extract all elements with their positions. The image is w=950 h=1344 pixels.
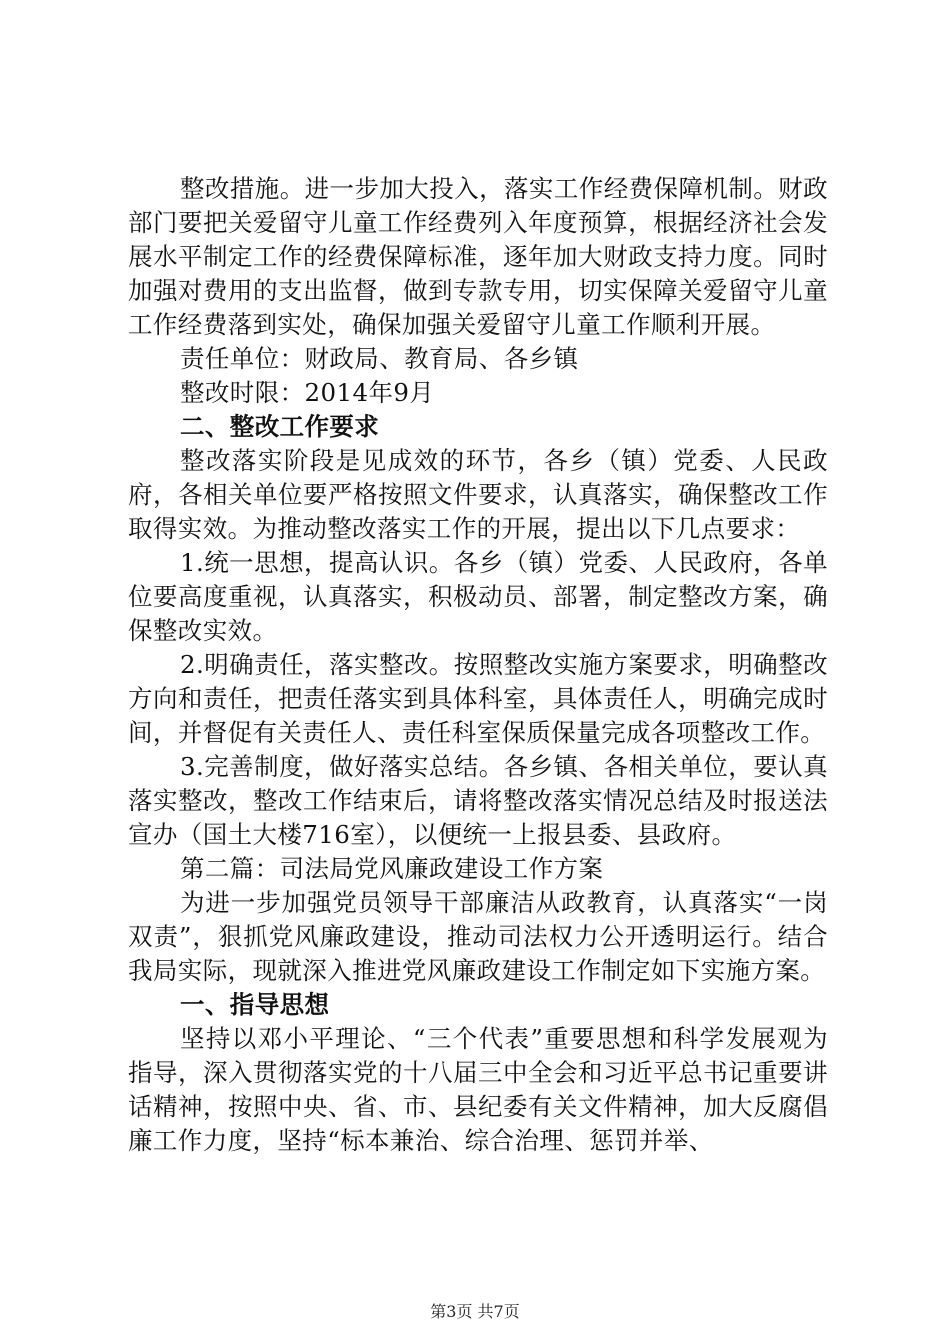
paragraph-item-1: 1.统一思想，提高认识。各乡（镇）党委、人民政府，各单位要高度重视，认真落实，积极动员、部署，制定整改方案，确保整改实效。 [128, 548, 828, 645]
document-body [128, 172, 828, 1158]
paragraph-guiding-ideology: 坚持以邓小平理论、“三个代表”重要思想和科学发展观为指导，深入贯彻落实党的十八届三中全会和习近平总书记重要讲话精神，按照中央、省、市、县纪委有关文件精神，加大反腐倡廉工作力度，坚持“标本兼治、综合治理、惩罚并举、 [128, 1024, 828, 1155]
section-heading-guiding-ideology: 一、指导思想 [180, 990, 330, 1019]
section-heading-requirements: 二、整改工作要求 [180, 412, 380, 441]
page-footer: 第3页 共7页 [430, 1302, 520, 1321]
paragraph-item-2: 2.明确责任，落实整改。按照整改实施方案要求，明确整改方向和责任，把责任落实到具体科室，具体责任人，明确完成时间，并督促有关责任人、责任科室保质保量完成各项整改工作。 [128, 650, 828, 747]
paragraph-deadline: 整改时限：2014年9月 [180, 378, 435, 407]
paragraph-rectification-measures: 整改措施。进一步加大投入，落实工作经费保障机制。财政部门要把关爱留守儿童工作经费列入年度预算，根据经济社会发展水平制定工作的经费保障标准，逐年加大财政支持力度。同时加强对费用的支出监督，做到专款专用，切实保障关爱留守儿童工作经费落到实处，确保加强关爱留守儿童工作顺利开展。 [128, 174, 828, 339]
paragraph-second-article-title: 第二篇：司法局党风廉政建设工作方案 [180, 854, 604, 883]
paragraph-introduction: 为进一步加强党员领导干部廉洁从政教育，认真落实“一岗双责”，狠抓党风廉政建设，推动司法权力公开透明运行。结合我局实际，现就深入推进党风廉政建设工作制定如下实施方案。 [128, 888, 828, 985]
paragraph-responsible-units: 责任单位：财政局、教育局、各乡镇 [180, 344, 579, 373]
paragraph-item-3: 3.完善制度，做好落实总结。各乡镇、各相关单位，要认真落实整改，整改工作结束后，请将整改落实情况总结及时报送法宣办（国土大楼716室），以便统一上报县委、县政府。 [128, 752, 828, 849]
paragraph-implementation-stage: 整改落实阶段是见成效的环节，各乡（镇）党委、人民政府，各相关单位要严格按照文件要求，认真落实，确保整改工作取得实效。为推动整改落实工作的开展，提出以下几点要求： [128, 446, 828, 543]
